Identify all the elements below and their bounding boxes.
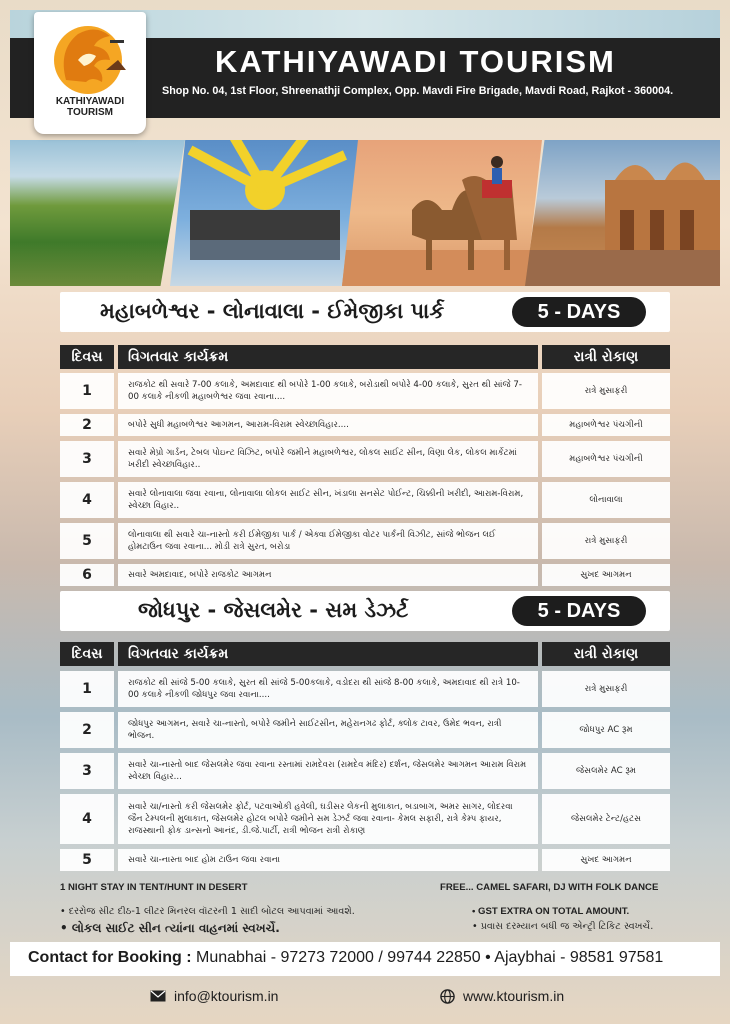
- brand-title: KATHIYAWADI TOURISM: [215, 44, 616, 79]
- photo-fort: [525, 140, 720, 286]
- tour1-title: મહાબળેશ્વર - લોનાવાલા - ઈમેજીકા પાર્ક: [100, 299, 445, 323]
- tour1-title-box: [60, 292, 670, 332]
- camel-icon: [342, 140, 542, 286]
- row-day: 4: [60, 482, 114, 518]
- table-row: [60, 849, 670, 871]
- poster: [10, 10, 720, 1014]
- row-day: 5: [60, 523, 114, 559]
- row-program: લોનાવાલા થી સવારે ચા-નાસ્તો કરી ઈમેજીકા પાર્ક / એક્વા ઈમેજીકા વોટર પાર્કની વિઝીટ, સાંજે ભોજન લઈ હોમટાઉન જવા રવાના... મોડી રાત્રે સુરત, બરોડા: [118, 523, 538, 559]
- logo-text-2: TOURISM: [67, 107, 113, 118]
- row-day: 4: [60, 794, 114, 844]
- row-program: સવારે ચા/નાસ્તો કરી જેસલમેર ફોર્ટ, પટવાઓકી હવેલી, ઘડીસર લેકની મુલાકાત, બડાબાગ, અમર સાગર, લોદરવા જૈન ટેમ્પલની મુલાકાત, જેસલમેર હોટલ બપોરે જમીને સમ ડેઝર્ટ જવા રવાના- કેમલ સફારી, રાત્રે કેમ્પ ફાયર, રાજસ્થાની ફોક ડાન્સનો આનંદ, ડી.જે.પાર્ટી, રાત્રી ભોજન રાત્રી રોકાણ: [118, 794, 538, 844]
- note-bullet-gst: • GST EXTRA ON TOTAL AMOUNT.: [472, 906, 630, 917]
- row-program: રાજકોટ થી સવારે 7-00 કલાકે, અમદાવાદ થી બપોરે 1-00 કલાકે, બરોડાથી બપોરે 4-00 કલાકે, સુરત થી સાંજે 7-00 કલાકે નીકળી મહાબળેશ્વર જવા રવાના....: [118, 373, 538, 409]
- email-link[interactable]: [150, 988, 278, 1004]
- row-night: જેસલમેર ટેન્ટ/હટસ: [542, 794, 670, 844]
- tour1-header-day: દિવસ: [60, 345, 114, 369]
- tour1-days-badge: 5 - DAYS: [512, 297, 646, 327]
- table-row: [60, 523, 670, 559]
- row-program: સવારે મેપ્રો ગાર્ડન, ટેબલ પોઇન્ટ વિઝિટ, બપોરે જમીને મહાબળેશ્વર, લોકલ સાઈટ સીન, વિણા લેક, લોકલ માર્કેટમાં ખરીદી સ્વેચ્છાવિહાર..: [118, 441, 538, 477]
- globe-icon: [440, 989, 455, 1004]
- row-program: સવારે ચા-નાસ્તા બાદ હોમ ટાઉન જવા રવાના: [118, 849, 538, 871]
- table-row: [60, 794, 670, 844]
- tour2-header-day: દિવસ: [60, 642, 114, 666]
- table-row: [60, 482, 670, 518]
- table-row: [60, 441, 670, 477]
- ride-icon: [170, 140, 360, 286]
- photo-camel: [342, 140, 542, 286]
- row-program: સવારે અમદાવાદ, બપોરે રાજકોટ આગમન: [118, 564, 538, 586]
- website-link[interactable]: [440, 988, 564, 1004]
- logo: [34, 12, 146, 134]
- lion-logo-icon: [48, 20, 132, 96]
- tour1-table-header: [60, 345, 670, 369]
- row-night: મહાબળેશ્વર પંચગીની: [542, 441, 670, 477]
- tour1-header-program: વિગતવાર કાર્યક્રમ: [118, 345, 538, 369]
- row-day: 2: [60, 414, 114, 436]
- brand-address: Shop No. 04, 1st Floor, Shreenathji Complex, Opp. Mavdi Fire Brigade, Mavdi Road, Rajkot - 360004.: [162, 85, 674, 97]
- contact-bar: [10, 942, 720, 976]
- tour2-days-badge: 5 - DAYS: [512, 596, 646, 626]
- row-night: રાત્રે મુસાફરી: [542, 373, 670, 409]
- tour2-header-night: રાત્રી રોકાણ: [542, 642, 670, 666]
- table-row: [60, 712, 670, 748]
- logo-text-1: KATHIYAWADI: [55, 96, 125, 107]
- table-row: [60, 671, 670, 707]
- row-program: સવારે ચા-નાસ્તો બાદ જેસલમેર જવા રવાના રસ્તામાં રામદેવરા (રામદેવ મંદિર) દર્શન, જેસલમેર આગમન આરામ વિરામ સ્વેચ્છા વિહાર...: [118, 753, 538, 789]
- contact-label: Contact for Booking :: [28, 949, 192, 966]
- row-day: 3: [60, 441, 114, 477]
- note-bullet-local: • લોકલ સાઈટ સીન ત્યાંના વાહનમાં સ્વખર્ચે.: [60, 921, 280, 935]
- note-bullet-water: • દરરોજ સીટ દીઠ-1 લીટર મિનરલ વૉટરની 1 સાદી બોટલ આપવામાં આવશે.: [60, 906, 355, 917]
- tour2-table-header: [60, 642, 670, 666]
- row-day: 3: [60, 753, 114, 789]
- row-night: સુખદ આગમન: [542, 849, 670, 871]
- row-day: 5: [60, 849, 114, 871]
- photo-ride: [170, 140, 360, 286]
- note-stay: 1 NIGHT STAY IN TENT/HUNT IN DESERT: [60, 882, 248, 893]
- tour2-header-program: વિગતવાર કાર્યક્રમ: [118, 642, 538, 666]
- row-day: 1: [60, 373, 114, 409]
- row-day: 1: [60, 671, 114, 707]
- email-text: info@ktourism.in: [174, 988, 279, 1004]
- row-program: જોધપુર આગમન, સવારે ચા-નાસ્તો, બપોરે જમીને સાઈટસીન, મહેરાનગઢ ફોર્ટ, ક્લોક ટાવર, ઉમેદ ભવન, રાત્રી ભોજન.: [118, 712, 538, 748]
- row-night: સુખદ આગમન: [542, 564, 670, 586]
- table-row: [60, 753, 670, 789]
- fort-icon: [525, 140, 720, 286]
- row-night: રાત્રે મુસાફરી: [542, 523, 670, 559]
- photo-strip: [10, 140, 720, 286]
- row-program: સવારે લોનાવાલા જવા રવાના, લોનાવાલા લોકલ સાઈટ સીન, ખંડાલા સનસેટ પોઈન્ટ, ચિક્કીની ખરીદી, આરામ-વિરામ, સ્વેચ્છા વિહાર..: [118, 482, 538, 518]
- mail-icon: [150, 990, 166, 1002]
- row-night: જેસલમેર AC રૂમ: [542, 753, 670, 789]
- tour2-title: જોધપુર - જેસલમેર - સમ ડેઝર્ટ: [138, 598, 409, 622]
- table-row: [60, 414, 670, 436]
- row-program: બપોરે સુધી મહાબળેશ્વર આગમન, આરામ-વિરામ સ્વેચ્છાવિહાર....: [118, 414, 538, 436]
- table-row: [60, 373, 670, 409]
- row-program: રાજકોટ થી સાંજે 5-00 કલાકે, સુરત થી સાંજે 5-00કલાકે, વડોદરા થી સાંજે 8-00 કલાકે, અમદાવાદ થી રાત્રે 10-00 કલાકે નીકળી જોધપુર જવા રવાના....: [118, 671, 538, 707]
- contact-text: [28, 949, 663, 967]
- photo-hill: [10, 140, 185, 286]
- row-day: 6: [60, 564, 114, 586]
- row-night: મહાબળેશ્વર પંચગીની: [542, 414, 670, 436]
- tour2-title-box: [60, 591, 670, 631]
- website-text: www.ktourism.in: [463, 988, 565, 1004]
- row-day: 2: [60, 712, 114, 748]
- row-night: લોનાવાલા: [542, 482, 670, 518]
- row-night: રાત્રે મુસાફરી: [542, 671, 670, 707]
- tour1-header-night: રાત્રી રોકાણ: [542, 345, 670, 369]
- row-night: જોધપુર AC રૂમ: [542, 712, 670, 748]
- note-bullet-entry: • પ્રવાસ દરમ્યાન બધી જ એન્ટ્રી ટિકિટ સ્વખર્ચે.: [472, 921, 654, 932]
- table-row: [60, 564, 670, 586]
- contact-numbers: Munabhai - 97273 72000 / 99744 22850 • Ajaybhai - 98581 97581: [191, 949, 664, 966]
- note-free: FREE... CAMEL SAFARI, DJ WITH FOLK DANCE: [440, 882, 659, 893]
